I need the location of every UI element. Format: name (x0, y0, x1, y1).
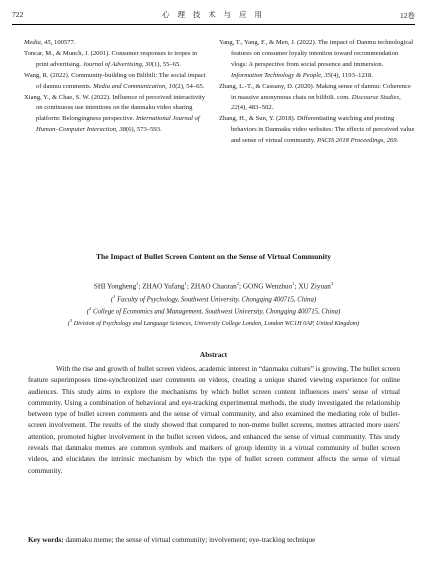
affiliation-text: College of Economics and Management, Southwest University, Chongqing 400715, China (92, 308, 339, 316)
affiliation-text: Faculty of Psychology, Southwest University, Chongqing 400715, China (117, 296, 314, 304)
affiliation-mark: 3 (69, 318, 73, 323)
keywords-text: danmaku meme; the sense of virtual community; involvement; eye-tracking technique (65, 536, 316, 544)
author-name: XU Ziyuan (298, 282, 331, 291)
keywords-line (28, 536, 400, 544)
author-affiliation-mark: 2 (236, 281, 240, 286)
reference-entry (24, 71, 206, 93)
author-name: GONG Wenzhuo (242, 282, 293, 291)
author-affiliation-mark: 3 (330, 281, 334, 286)
affiliation-line: ($^1$ Faculty of Psychology, Southwest University, Chongqing 400715, China) (110, 294, 317, 304)
author-list: SHI Yongheng$^1$; ZHAO Yufang$^1$; ZHAO Chaoran$^2$; GONG Wenzhuo$^1$; XU Ziyuan$^3$ (93, 281, 334, 291)
paper-title: The Impact of Bullet Screen Content on the Sense of Virtual Community (95, 252, 332, 261)
reference-entry (219, 38, 415, 82)
affiliation-line: ($^2$ College of Economics and Management, Southwest University, Chongqing 400715, China) (86, 306, 341, 316)
references-right-column (219, 38, 415, 147)
reference-source: Media and Communication, 10 (93, 82, 176, 90)
reference-source: Journal of Advertising, 30 (82, 60, 152, 68)
reference-source: International Journal of Human–Computer Interaction, 38 (36, 115, 200, 134)
reference-tail: (4), 483–502. (237, 104, 274, 112)
author-affiliation-mark: 1 (184, 281, 187, 286)
affiliation-mark: 1 (113, 294, 116, 299)
reference-tail: , 100577. (50, 39, 76, 46)
abstract-body: With the rise and growth of bullet screen videos, academic interest in “danmaku culture” is growing. The bullet screen feature superimposes time-synchronized user comments on videos, creating a unique shared viewing experience for online audiences. This study aims to explore the mechanisms by which bullet screen content influences users' sense of virtual community. Using a combination of behavioral and eye-tracking experimental methods, the study investigated the relationship between type of bullet screen comments and the sense of virtual community, and also examined the mediating role of bullet-screen involvement. The results of the study showed that compared to non-meme bullet screens, memes attracted more users' attention, promoted higher involvement in the bullet screen videos, and enhanced the sense of virtual community. This study reveals that danmaku memes are common symbols and markers of group identity in a virtual community of bullet screen videos, and elucidates the intrinsic mechanism by which the type of bullet screen comment affects the sense of virtual community. (28, 365, 400, 475)
reference-text: Wang, R. (2022). Community-building on Bilibili: The social impact of danmu comments. (24, 71, 206, 90)
journal-name: 心 理 技 术 与 应 用 (162, 10, 265, 19)
reference-entry (219, 114, 415, 147)
affiliation-text: Division of Psychology and Language Sciences, University College London, London WC1H 0AP, United Kingdom (73, 320, 358, 328)
author-affiliation-mark: 1 (136, 281, 139, 286)
keywords-label: Key words: (28, 536, 64, 544)
page-number: 722 (12, 10, 24, 19)
author-name: ZHAO Yufang (142, 282, 185, 291)
reference-entry (24, 49, 206, 71)
volume-number: 12卷 (400, 11, 415, 20)
reference-tail: (6), 573–593. (125, 126, 162, 134)
author-affiliation-mark: 1 (292, 281, 295, 286)
author-name: SHI Yongheng (93, 282, 137, 291)
reference-tail: (1), 55–65. (151, 60, 181, 68)
reference-tail: (2), 54–65. (175, 82, 205, 90)
author-name: ZHAO Chaoran (190, 282, 237, 291)
reference-source: PACIS 2018 Proceedings, 269 (317, 137, 397, 145)
reference-source: Media, 45 (24, 39, 51, 46)
reference-text: Yang, T., Yang, F., & Men, J. (2022). The impact of Danmu technological features on consumer loyalty intention toward recommendation vlogs: A perspective from social presence and immersion. (219, 39, 414, 68)
reference-tail: (4), 1193–1218. (330, 71, 373, 79)
header-rule (12, 24, 415, 25)
reference-text: Toncar, M., & Munch, J. (2001). Consumer responses to tropes in print advertising. (24, 49, 198, 68)
reference-source: Discourse Studies, 22 (231, 93, 401, 112)
reference-text: Xiang, Y., & Chae, S. W. (2022). Influence of perceived interactivity on continuous use intentions on the danmaku video sharing platform: Belongingness perspective. (24, 93, 206, 123)
reference-text: Zhang, H., & Sun, Y. (2018). Differentiating watching and posting behaviors in Danmaku video websites: The effects of perceived value and sense of virtual community. (219, 115, 415, 145)
reference-entry (24, 38, 206, 49)
reference-text: Zhang, L.-T., & Cassany, D. (2020). Making sense of danmu: Coherence in massive anonymous chats on bilibili. com. (219, 82, 411, 101)
reference-entry (24, 93, 206, 137)
reference-entry (219, 82, 415, 115)
reference-tail: . (396, 137, 399, 145)
reference-source: Information Technology & People, 35 (231, 71, 331, 79)
abstract-heading: Abstract (199, 350, 228, 359)
affiliation-line: ($^3$ Division of Psychology and Language Sciences, University College London, London WC1H 0AP, United Kingdom) (67, 318, 360, 328)
page-header (0, 8, 427, 22)
affiliation-mark: 2 (88, 306, 92, 311)
references-left-column (24, 38, 206, 136)
